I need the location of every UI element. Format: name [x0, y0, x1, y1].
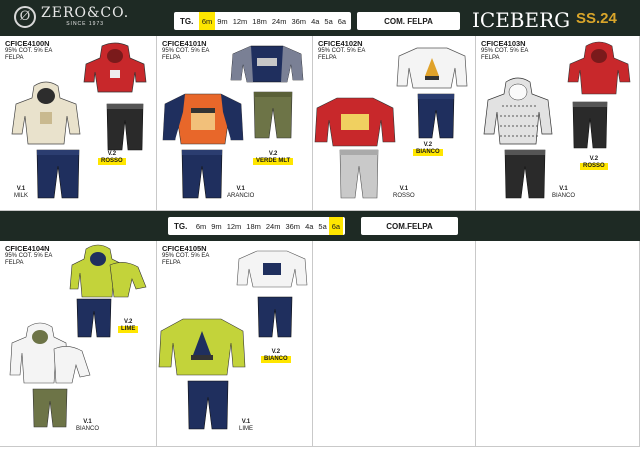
- empty-card: [476, 241, 640, 447]
- logo-name: ZERO&CO.: [41, 5, 130, 21]
- garment-pants-navy-icon: [34, 148, 82, 200]
- garment-hoodie-white-pattern-icon: [482, 76, 554, 146]
- variant-2-label: [261, 349, 291, 363]
- variant-number: V.2: [589, 156, 599, 162]
- composition: 95% COT. 5% EA: [162, 48, 210, 54]
- garment-pants-navy-icon: [415, 92, 457, 140]
- variant-number: V.1: [83, 419, 92, 425]
- product-card-cfice4105n: [157, 241, 313, 447]
- size-36m: 36m: [291, 16, 307, 26]
- garment-sweatshirt-white-icon: [395, 46, 469, 90]
- size-4a: 4a: [311, 16, 320, 26]
- header-bar: [0, 0, 640, 36]
- fabric: FELPA: [162, 55, 181, 61]
- product-code: CFICE4103N: [481, 39, 526, 48]
- variant-number: V.1: [399, 186, 409, 192]
- variant-2-label: [253, 151, 293, 165]
- product-card-cfice4101n: [157, 36, 313, 211]
- product-description: [162, 253, 209, 267]
- product-description: [5, 48, 52, 62]
- fabric: FELPA: [162, 260, 181, 266]
- size-6a: 6a: [329, 217, 342, 235]
- variant-color: ROSSO: [393, 193, 415, 199]
- variant-2-label: [413, 142, 443, 156]
- composition: 95% COT. 5% EA: [5, 253, 53, 259]
- size-4a: 4a: [305, 221, 314, 231]
- variant-number: V.2: [123, 319, 133, 325]
- variant-number: V.2: [271, 349, 281, 355]
- product-description: [481, 48, 528, 62]
- product-card-cfice4102n: [313, 36, 476, 211]
- product-card-cfice4100n: [0, 36, 157, 211]
- size-label: TG.: [174, 221, 188, 231]
- garment-hoodie-lime-icon: [68, 243, 148, 299]
- garment-hoodie-red-icon: [80, 42, 150, 94]
- garment-hoodie-red-icon: [566, 40, 632, 96]
- garment-pants-charcoal-icon: [502, 148, 548, 200]
- fabric-label-mid: COM.FELPA: [361, 217, 458, 235]
- variant-color: VERDE MLT: [253, 158, 293, 165]
- garment-sweatshirt-red-icon: [313, 96, 397, 148]
- fabric-label-top: COM. FELPA: [357, 12, 460, 30]
- season-label: SS.24: [576, 10, 617, 27]
- variant-2-label: [98, 151, 126, 165]
- garment-pants-navy-icon: [179, 148, 225, 200]
- garment-pants-navy-icon: [185, 379, 231, 431]
- size-18m: 18m: [252, 16, 267, 26]
- variant-color: LIME: [239, 426, 254, 432]
- variant-color: BIANCO: [413, 149, 443, 156]
- product-description: [318, 48, 365, 62]
- fabric: FELPA: [318, 55, 337, 61]
- product-code: CFICE4102N: [318, 39, 363, 48]
- garment-hoodie-white-icon: [8, 321, 92, 385]
- garment-pants-olive-icon: [251, 90, 295, 140]
- product-card-cfice4103n: [476, 36, 640, 211]
- zero-and-co-logo: [14, 6, 129, 28]
- variant-1-label: [76, 419, 99, 433]
- variant-color: ROSSO: [98, 158, 126, 165]
- size-row-mid: [168, 217, 345, 235]
- size-12m: 12m: [226, 221, 242, 231]
- variant-color: LIME: [118, 326, 138, 333]
- variant-number: V.1: [236, 186, 245, 192]
- fabric: FELPA: [5, 55, 24, 61]
- variant-1-label: [227, 186, 254, 200]
- product-code: CFICE4101N: [162, 39, 207, 48]
- variant-number: V.2: [107, 151, 117, 157]
- variant-1-label: [14, 186, 28, 200]
- size-9m: 9m: [217, 16, 228, 26]
- empty-card: [313, 241, 476, 447]
- garment-sweatshirt-orange-icon: [161, 92, 245, 146]
- garment-hoodie-milk-icon: [10, 80, 82, 146]
- garment-pants-navy-icon: [255, 295, 295, 339]
- variant-color: BIANCO: [76, 426, 100, 432]
- variant-2-label: [580, 156, 608, 170]
- logo-since: SINCE 1973: [66, 21, 105, 27]
- product-code: CFICE4104N: [5, 244, 50, 253]
- variant-1-label: [239, 419, 253, 433]
- fabric: FELPA: [481, 55, 500, 61]
- variant-1-label: [393, 186, 415, 200]
- size-label: TG.: [180, 16, 194, 26]
- variant-color: ROSSO: [580, 163, 608, 170]
- variant-number: V.2: [268, 151, 278, 157]
- garment-pants-black-icon: [104, 102, 146, 152]
- fabric: FELPA: [5, 260, 24, 266]
- variant-1-label: [552, 186, 575, 200]
- size-12m: 12m: [232, 16, 248, 26]
- variant-number: V.2: [423, 142, 433, 148]
- composition: 95% COT. 5% EA: [318, 48, 366, 54]
- garment-pants-olive-icon: [30, 387, 70, 429]
- product-description: [5, 253, 52, 267]
- size-row-top: [174, 12, 351, 30]
- composition: 95% COT. 5% EA: [162, 253, 210, 259]
- variant-2-label: [118, 319, 138, 333]
- garment-pants-charcoal-icon: [570, 100, 610, 150]
- product-code: CFICE4105N: [162, 244, 207, 253]
- composition: 95% COT. 5% EA: [481, 48, 529, 54]
- product-description: [162, 48, 209, 62]
- garment-pants-grey-icon: [337, 148, 381, 200]
- size-36m: 36m: [285, 221, 301, 231]
- variant-color: BIANCO: [261, 356, 291, 363]
- composition: 95% COT. 5% EA: [5, 48, 53, 54]
- size-6a: 6a: [337, 16, 347, 26]
- variant-number: V.1: [559, 186, 568, 192]
- size-6m: 6m: [199, 12, 214, 30]
- size-18m: 18m: [246, 221, 261, 231]
- variant-color: ARANCIO: [227, 193, 255, 199]
- variant-number: V.1: [16, 186, 26, 192]
- variant-color: BIANCO: [552, 193, 576, 199]
- garment-sweatshirt-white-icon: [235, 249, 309, 289]
- size-5a: 5a: [324, 16, 333, 26]
- size-24m: 24m: [265, 221, 281, 231]
- size-6m: 6m: [195, 221, 207, 231]
- size-5a: 5a: [318, 221, 327, 231]
- product-code: CFICE4100N: [5, 39, 50, 48]
- product-card-cfice4104n: [0, 241, 157, 447]
- garment-sweatshirt-navy-icon: [229, 44, 305, 84]
- variant-number: V.1: [241, 419, 251, 425]
- variant-color: MILK: [14, 193, 29, 199]
- iceberg-brand: ICEBERG: [472, 8, 571, 32]
- size-9m: 9m: [211, 221, 222, 231]
- garment-sweatshirt-lime-icon: [157, 317, 247, 377]
- size-24m: 24m: [271, 16, 287, 26]
- logo-mark: Ø: [14, 6, 36, 28]
